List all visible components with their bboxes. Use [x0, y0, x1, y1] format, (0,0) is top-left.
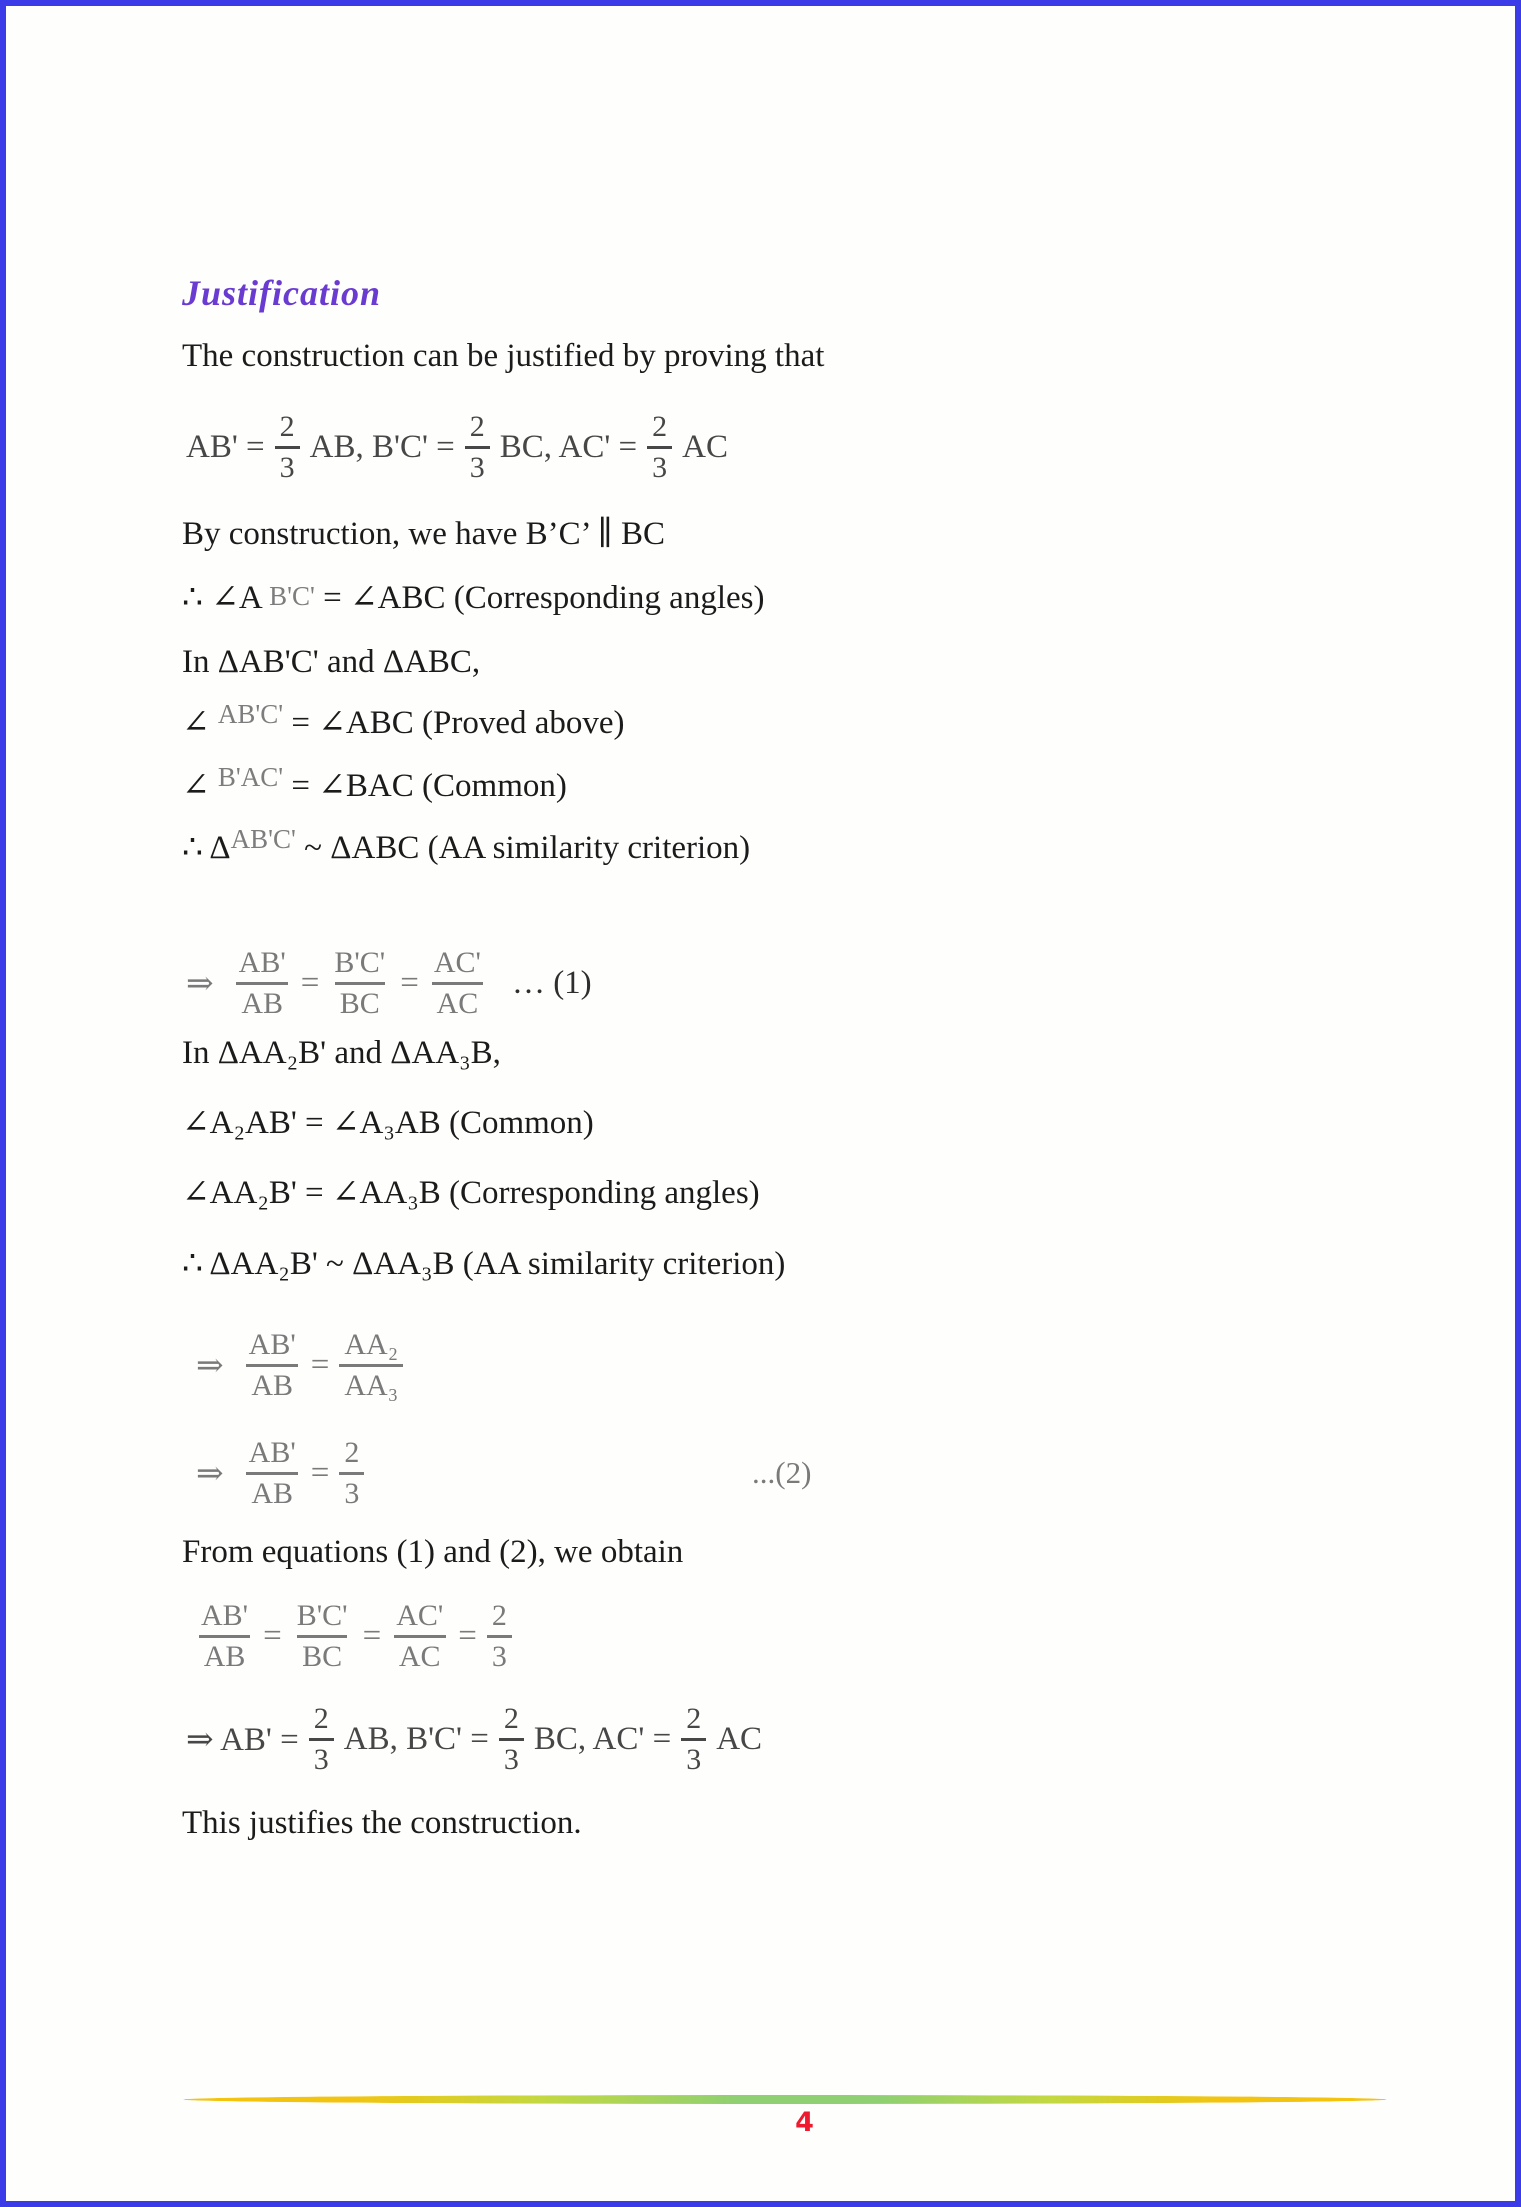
fraction-numerator: 2: [313, 1701, 329, 1735]
equals-sign: =: [458, 1617, 477, 1654]
fraction-numerator: AC': [396, 1598, 444, 1632]
statement-from-equations: From equations (1) and (2), we obtain: [182, 1534, 684, 1570]
page-number: [6, 2107, 1515, 2138]
fraction-bc: [329, 945, 390, 1020]
fraction-numerator: 2: [279, 409, 295, 443]
math-image-segment: AB'C': [230, 824, 296, 854]
fraction-numerator: 2: [491, 1598, 507, 1632]
fraction-denominator: 3: [465, 446, 490, 483]
fraction-numerator: 2: [503, 1701, 519, 1735]
fraction-ab: [244, 1435, 301, 1510]
fraction-denominator: AB: [236, 982, 288, 1019]
fraction-two-thirds: [309, 1701, 334, 1776]
fraction-denominator: 3: [275, 446, 300, 483]
fraction-denominator: AB: [246, 1472, 298, 1509]
text-segment: = ∠ABC (Proved above): [283, 705, 625, 741]
eq-term: AB, B'C' =: [343, 1720, 489, 1757]
fraction-denominator: AB: [199, 1635, 251, 1672]
fraction-numerator: B'C': [334, 945, 386, 979]
page-number-value: 4: [795, 2107, 814, 2138]
text-segment: ∠: [182, 705, 218, 741]
text-segment: = ∠ABC (Corresponding angles): [314, 580, 765, 616]
fraction-two-thirds: [275, 409, 300, 484]
fraction-ac: [429, 945, 486, 1020]
fraction-denominator: 3: [487, 1635, 512, 1672]
implies-arrow: ⇒: [196, 1456, 224, 1492]
fraction-ab: [244, 1327, 301, 1402]
statement-similarity-1: [182, 824, 751, 869]
fraction-denominator: AB: [246, 1364, 298, 1401]
text-segment: = ∠BAC (Common): [283, 768, 567, 804]
statement-in-triangles-2: In ΔAA₂B' and ΔAA₃B,: [182, 1035, 501, 1071]
fraction-denominator: BC: [297, 1635, 347, 1672]
equation-chain: [186, 1589, 522, 1683]
eq-term: ⇒ AB' =: [186, 1722, 299, 1758]
fraction-two-thirds: [499, 1701, 524, 1776]
decorative-divider: [183, 2095, 1387, 2104]
statement-conclusion: This justifies the construction.: [182, 1805, 582, 1841]
equals-sign: =: [263, 1617, 282, 1654]
fraction-ab: [234, 945, 291, 1020]
section-heading: Justification: [182, 273, 382, 313]
text-segment: ~ ΔABC (AA similarity criterion): [295, 830, 751, 866]
fraction-denominator: 3: [681, 1738, 706, 1775]
fraction-denominator: AC: [432, 982, 484, 1019]
equation-1: [186, 932, 592, 1034]
fraction-numerator: 2: [344, 1435, 360, 1469]
equals-sign: =: [400, 964, 419, 1001]
fraction-numerator: AB': [238, 945, 286, 979]
fraction-ab: [196, 1598, 253, 1673]
fraction-numerator: AB': [248, 1327, 296, 1361]
implies-arrow: ⇒: [196, 1348, 224, 1384]
text-segment: ∴ Δ: [182, 830, 231, 866]
fraction-ac: [391, 1598, 448, 1673]
fraction-two-thirds: [681, 1701, 706, 1776]
statement-by-construction: By construction, we have B’C’ ∥ BC: [182, 516, 665, 552]
fraction-denominator: 3: [647, 446, 672, 483]
intro-text: The construction can be justified by proving that: [182, 338, 825, 374]
equation-goal: [186, 394, 728, 500]
equals-sign: =: [310, 1454, 330, 1491]
statement-common-angle: [182, 762, 567, 807]
equals-sign: =: [310, 1346, 330, 1383]
equation-ratio-aa: [196, 1314, 413, 1416]
fraction-numerator: 2: [686, 1701, 702, 1735]
statement-proved-above: [182, 699, 625, 744]
eq-term: BC, AC' =: [533, 1720, 672, 1757]
fraction-two-thirds: [339, 1435, 364, 1510]
eq-term: AC: [716, 1720, 763, 1757]
fraction-bc: [292, 1598, 353, 1673]
fraction-denominator: AC: [394, 1635, 446, 1672]
fraction-numerator: AC': [433, 945, 481, 979]
fraction-numerator: 2: [469, 409, 485, 443]
fraction-numerator: AA₂: [344, 1327, 399, 1361]
fraction-two-thirds: [487, 1598, 512, 1673]
statement-corresponding-angles-2: ∠AA₂B' = ∠AA₃B (Corresponding angles): [182, 1175, 760, 1211]
fraction-denominator: BC: [335, 982, 385, 1019]
equation-final: [186, 1694, 762, 1784]
eq-term: BC, AC' =: [499, 428, 638, 465]
fraction-numerator: B'C': [296, 1598, 348, 1632]
statement-common-angle-2: ∠A₂AB' = ∠A₃AB (Common): [182, 1105, 594, 1141]
fraction-two-thirds: [465, 409, 490, 484]
fraction-aa: [339, 1327, 403, 1402]
implies-arrow: ⇒: [186, 966, 214, 1002]
statement-corresponding-angles: [182, 578, 764, 619]
eq-term: AB' =: [186, 428, 265, 465]
fraction-denominator: AA₃: [339, 1364, 403, 1401]
equals-sign: =: [300, 964, 320, 1001]
fraction-numerator: AB': [248, 1435, 296, 1469]
eq-term: AB, B'C' =: [309, 428, 455, 465]
equation-number-2: ...(2): [752, 1455, 812, 1490]
fraction-denominator: 3: [339, 1472, 364, 1509]
fraction-denominator: 3: [309, 1738, 334, 1775]
fraction-two-thirds: [647, 409, 672, 484]
equation-2: [196, 1426, 856, 1520]
math-image-segment: B'AC': [217, 762, 284, 792]
math-image-segment: B'C': [269, 581, 315, 611]
fraction-numerator: AB': [201, 1598, 249, 1632]
equals-sign: =: [362, 1617, 382, 1654]
math-image-segment: AB'C': [217, 699, 284, 729]
statement-in-triangles: In ΔAB'C' and ΔABC,: [182, 644, 481, 680]
fraction-denominator: 3: [499, 1738, 524, 1775]
text-segment: ∠: [182, 768, 218, 804]
equation-number-1: … (1): [511, 964, 592, 1001]
eq-term: AC: [682, 428, 728, 465]
statement-similarity-2: ∴ ΔAA₂B' ~ ΔAA₃B (AA similarity criterion): [182, 1246, 786, 1282]
text-segment: ∴ ∠A: [182, 580, 270, 616]
fraction-numerator: 2: [652, 409, 668, 443]
